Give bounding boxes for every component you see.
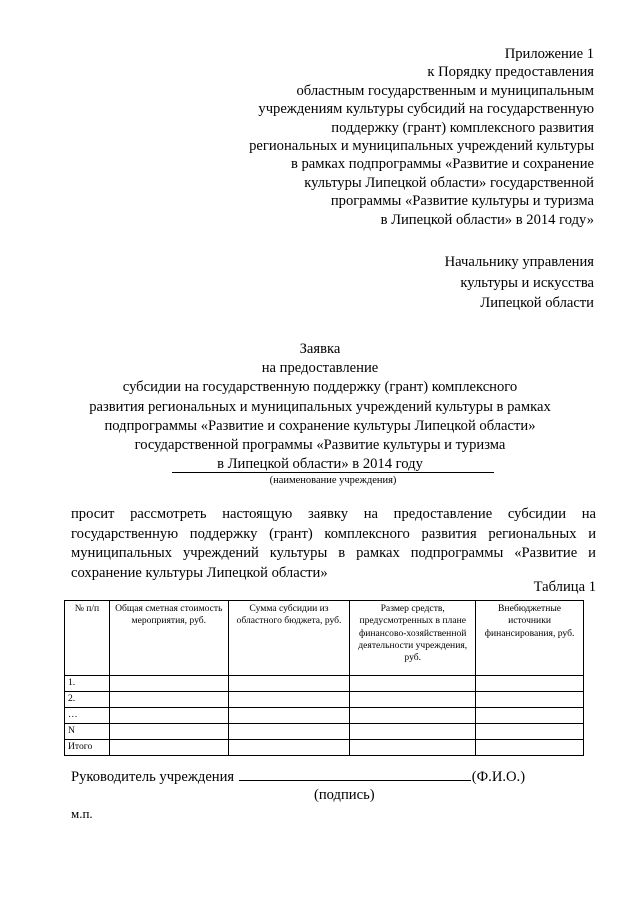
addressee-line: Начальнику управления [444,254,594,270]
table-cell [109,708,228,724]
table-cell [109,740,228,756]
row-number: 1. [65,676,110,692]
title-line: субсидии на государственную поддержку (грант) комплексного [122,379,518,396]
table-cell [228,708,350,724]
signature-fio: (Ф.И.О.) [471,769,526,785]
table-cell [228,724,350,740]
title-line: государственной программы «Развитие культуры и туризма [134,437,506,454]
table-cell [228,676,350,692]
table-cell [228,692,350,708]
signature-label: Руководитель учреждения [71,769,235,785]
appendix-line: региональных и муниципальных учреждений культуры [249,138,594,155]
table-total-row [65,740,584,756]
row-number: Итого [65,740,110,756]
row-number: N [65,724,110,740]
title-line: подпрограммы «Развитие и сохранение культуры Липецкой области» [104,417,536,434]
appendix-line: к Порядку предоставления [427,64,594,81]
title-line: на предоставление [261,360,379,377]
addressee-block [294,252,594,314]
table-cell [350,676,476,692]
table-row [65,724,584,740]
appendix-line: поддержку (грант) комплексного развития [331,119,594,136]
title-line: в Липецкой области» в 2014 году [217,456,423,473]
signature-row [71,767,591,786]
table-cell [350,724,476,740]
appendix-line: программы «Развитие культуры и туризма [330,193,594,210]
title-line: развития региональных и муниципальных учреждений культуры в рамках [89,398,551,415]
signature-line [239,767,471,781]
document-title [60,340,580,474]
table-cell [476,692,584,708]
header-subsidy-amount: Сумма субсидии из областного бюджета, руб. [228,601,350,676]
table-cell [476,676,584,692]
institution-name-caption: (наименование учреждения) [269,475,397,486]
table-cell [109,692,228,708]
institution-name-line [172,472,494,473]
request-text: просит рассмотреть настоящую заявку на предоставление субсидии на государственную поддержку (грант) комплексного развития региональных и муниципальных учреждений культуры в рамках подпрограммы «Развитие и сохранение культуры Липецкой области» [71,506,596,581]
appendix-line: Приложение 1 [504,46,594,62]
header-plan-funds: Размер средств, предусмотренных в плане финансово-хозяйственной деятельности учреждения, руб. [350,601,476,676]
table-cell [228,740,350,756]
appendix-line: культуры Липецкой области» государственной [304,174,594,191]
header-extrabudgetary: Внебюджетные источники финансирования, руб. [476,601,584,676]
appendix-header [174,45,594,229]
table-cell [109,724,228,740]
table-header-row [65,601,584,676]
table-cell [476,740,584,756]
appendix-line: учреждениям культуры субсидий на государственную [258,101,594,118]
table-caption: Таблица 1 [533,579,596,595]
table-cell [476,708,584,724]
table-cell [350,708,476,724]
title-line: Заявка [299,341,341,357]
header-number: № п/п [65,601,110,676]
table-cell [350,692,476,708]
grant-table [64,600,584,756]
table-row [65,676,584,692]
table-cell [476,724,584,740]
addressee-line: культуры и искусства [460,274,594,291]
header-total-cost: Общая сметная стоимость мероприятия, руб. [109,601,228,676]
appendix-line: в Липецкой области» в 2014 году» [380,211,594,228]
row-number: 2. [65,692,110,708]
table-cell [109,676,228,692]
table-row [65,708,584,724]
table-row [65,692,584,708]
appendix-line: областным государственным и муниципальным [296,82,594,99]
appendix-line: в рамках подпрограммы «Развитие и сохранение [290,156,594,173]
table-cell [350,740,476,756]
signature-caption: (подпись) [314,787,375,803]
row-number: … [65,708,110,724]
addressee-line: Липецкой области [480,295,594,311]
stamp-place: м.п. [71,806,93,821]
